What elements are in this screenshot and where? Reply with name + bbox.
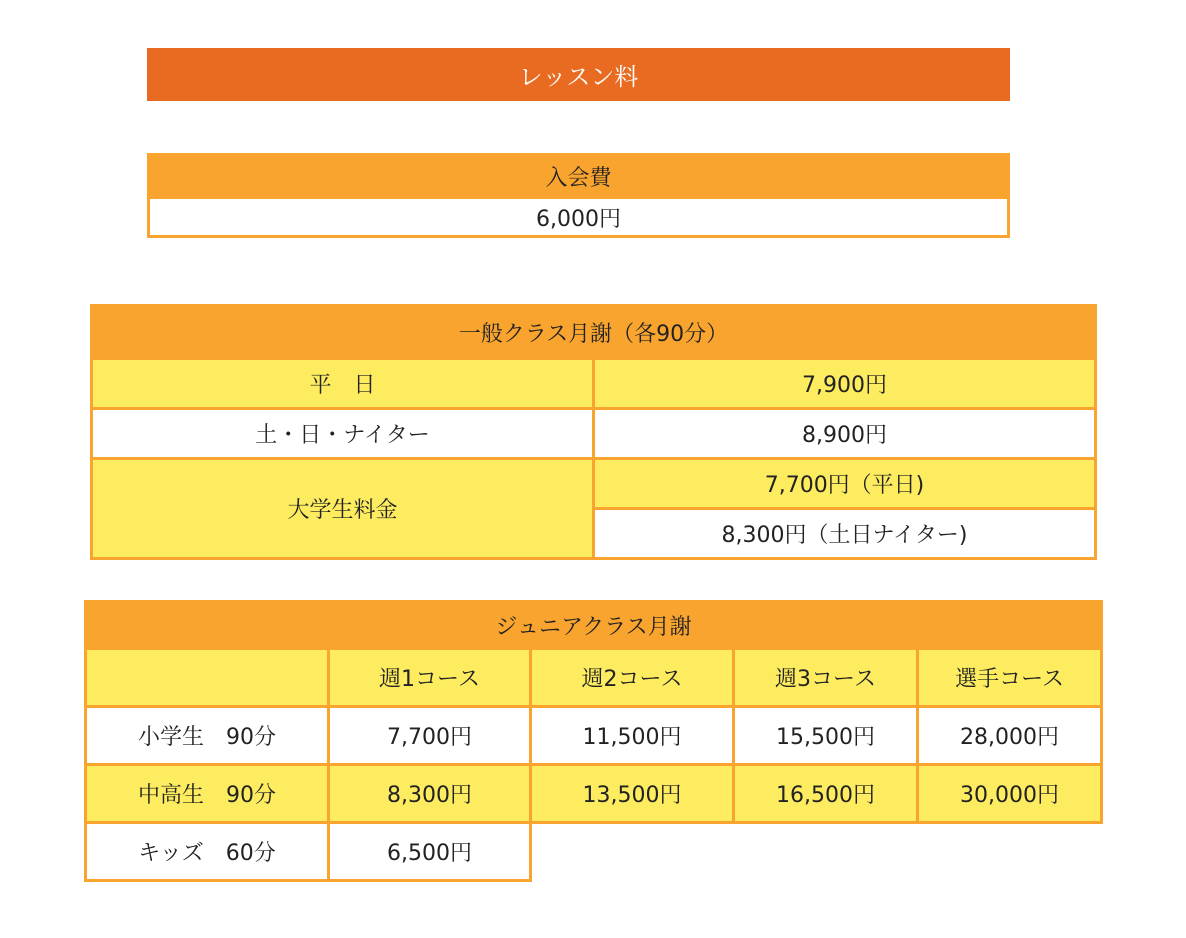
column-header-blank (86, 649, 329, 707)
row-label: 土・日・ナイター (92, 409, 594, 459)
table-row (86, 823, 1102, 881)
row-label: 小学生 90分 (86, 707, 329, 765)
student-rate-label: 大学生料金 (92, 459, 594, 559)
row-label: 平 日 (92, 359, 594, 409)
table-row (92, 359, 1096, 409)
row-value: 8,900円 (594, 409, 1096, 459)
junior-class-header: ジュニアクラス月謝 (86, 602, 1102, 649)
column-header: 週1コース (329, 649, 531, 707)
price-cell: 28,000円 (918, 707, 1102, 765)
general-class-header: 一般クラス月謝（各90分） (92, 306, 1096, 359)
table-row (92, 409, 1096, 459)
column-header-row (86, 649, 1102, 707)
student-rate-weekday: 7,700円（平日) (594, 459, 1096, 509)
junior-class-table (84, 600, 1103, 882)
price-cell: 13,500円 (531, 765, 734, 823)
price-cell: 6,500円 (329, 823, 531, 881)
price-cell: 16,500円 (734, 765, 918, 823)
row-label: 中高生 90分 (86, 765, 329, 823)
price-cell: 8,300円 (329, 765, 531, 823)
price-cell: 11,500円 (531, 707, 734, 765)
price-cell: 30,000円 (918, 765, 1102, 823)
empty-cell (531, 823, 1102, 881)
entrance-fee-header: 入会費 (149, 155, 1009, 198)
table-row (92, 459, 1096, 509)
table-row (86, 765, 1102, 823)
price-cell: 15,500円 (734, 707, 918, 765)
student-rate-weekend: 8,300円（土日ナイター) (594, 509, 1096, 559)
page-title: レッスン料 (147, 48, 1010, 101)
column-header: 週3コース (734, 649, 918, 707)
row-label: キッズ 60分 (86, 823, 329, 881)
general-class-table (90, 304, 1097, 560)
row-value: 7,900円 (594, 359, 1096, 409)
column-header: 週2コース (531, 649, 734, 707)
table-row (86, 707, 1102, 765)
price-cell: 7,700円 (329, 707, 531, 765)
entrance-fee-table (147, 153, 1010, 238)
entrance-fee-value: 6,000円 (149, 198, 1009, 237)
column-header: 選手コース (918, 649, 1102, 707)
